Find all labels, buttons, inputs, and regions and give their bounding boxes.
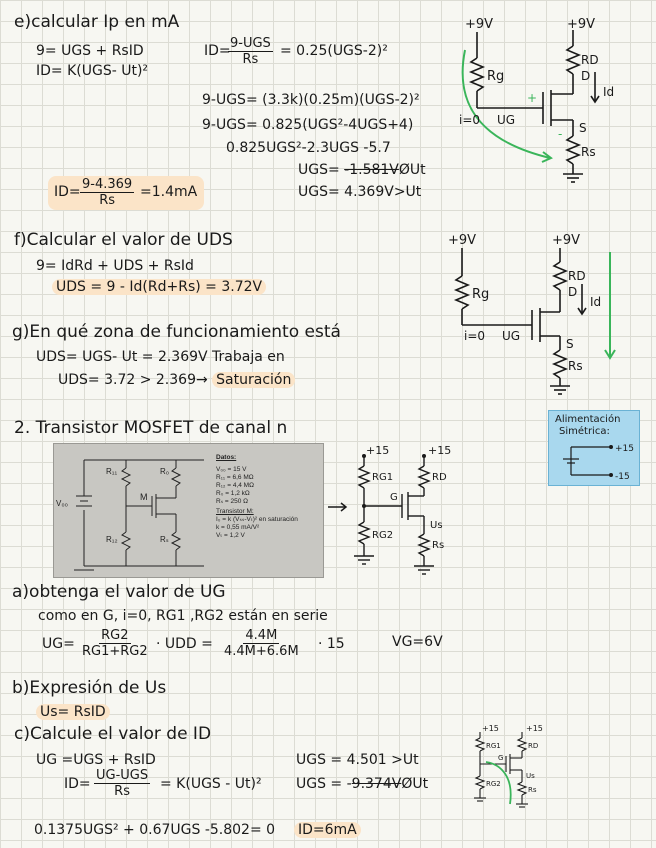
eq-res-rhs: =1.4mA — [140, 184, 198, 200]
label-rg: Rg — [472, 287, 490, 302]
highlight-us: Us= RsID — [36, 704, 110, 720]
photo-line-0: V₀₀ = 15 V — [216, 466, 247, 473]
eq-id-lhs: ID= — [204, 43, 231, 59]
label-plus-9v: +9V — [465, 17, 494, 32]
eq-c-r2-strike: 9.374V — [351, 776, 402, 792]
fraction-den: 4.4M+6.6M — [224, 644, 299, 659]
label-rs: Rs — [528, 786, 537, 794]
photo-rd: R₀ — [160, 467, 170, 476]
highlight-id-6ma: ID=6mA — [294, 822, 361, 838]
label-rg2: RG2 — [372, 530, 394, 541]
fraction-num: RG2 — [101, 628, 129, 643]
circuit-diagram-2 — [440, 230, 630, 400]
eq-g-2-pre: UDS= 3.72 > 2.369→ — [58, 372, 208, 388]
label-rd: RD — [568, 269, 586, 283]
photo-t2: k = 0,55 mA/V² — [216, 524, 260, 531]
label-us: Us — [526, 772, 535, 780]
photo-rs: Rₛ — [160, 535, 169, 544]
eq-c-r2-post: ØUt — [401, 776, 429, 792]
eq-e-1: 9= UGS + RsID — [36, 43, 144, 59]
label-i0: i=0 — [459, 113, 481, 127]
label-ug: UG — [497, 113, 516, 127]
fraction-values — [222, 628, 301, 659]
label-rd: RD — [581, 53, 599, 67]
circuit-diagram-3 — [350, 444, 460, 580]
eq-b-1 — [36, 704, 110, 721]
section-b-title: b)Expresión de Us — [12, 678, 167, 698]
label-d: D — [568, 285, 578, 299]
eq-c-r2 — [296, 776, 428, 793]
section-f-title: f)Calcular el valor de UDS — [14, 230, 233, 250]
photo-vdd: V₀₀ — [56, 499, 68, 508]
label-plus-9v: +9V — [448, 233, 477, 248]
label-plus-9v-2: +9V — [567, 17, 596, 32]
label-d: D — [581, 69, 591, 83]
eq-f-2 — [52, 279, 266, 296]
label-ug: UG — [502, 329, 521, 343]
label-plus-15-2: +15 — [526, 724, 543, 733]
fraction-num: 4.4M — [245, 628, 278, 643]
photo-line-1: R₁₁ = 6,6 MΩ — [216, 474, 254, 481]
label-plus-15: +15 — [482, 724, 499, 733]
eq-c-1: UG =UGS + RsID — [36, 752, 156, 768]
eq-c-rhs: = K(UGS - Ut)² — [160, 776, 262, 792]
photo-datos-title: Datos: — [216, 454, 237, 461]
label-s: S — [579, 121, 587, 135]
label-rg: Rg — [487, 69, 505, 84]
section-c-title: c)Calcule el valor de ID — [14, 724, 212, 744]
eq-c-3: 0.1375UGS² + 0.67UGS -5.802= 0 — [34, 822, 276, 838]
photo-rg2: R₁₂ — [106, 535, 118, 544]
photo-circuit — [54, 444, 214, 577]
label-rg1: RG1 — [486, 742, 501, 750]
eq-e-7: UGS= 4.369V>Ut — [298, 184, 422, 200]
section-e-title: e)calcular Ip en mA — [14, 12, 180, 32]
label-g: G — [498, 754, 504, 762]
eq-g-1: UDS= UGS- Ut = 2.369V Trabaja en — [36, 349, 285, 365]
fraction-id — [228, 36, 273, 67]
label-rg2: RG2 — [486, 780, 501, 788]
fraction-res — [80, 177, 134, 208]
eq-a-1: como en G, i=0, RG1 ,RG2 están en serie — [38, 608, 328, 624]
eq-e-6 — [298, 162, 426, 179]
eq-e-5: 0.825UGS²-2.3UGS -5.7 — [226, 140, 391, 156]
label-rd: RD — [432, 472, 447, 483]
note-line-1: Alimentación — [555, 414, 621, 425]
section-a-title: a)obtenga el valor de UG — [12, 582, 226, 602]
note-minus-15: -15 — [615, 472, 630, 482]
photo-line-4: Rₛ = 250 Ω — [216, 498, 249, 505]
fraction-den: Rs — [242, 52, 259, 67]
textbook-photo — [53, 443, 324, 578]
eq-f-1: 9= IdRd + UDS + RsId — [36, 258, 194, 274]
photo-m: M — [140, 492, 148, 502]
photo-line-2: R₁₂ = 4,4 MΩ — [216, 482, 254, 489]
eq-c-result — [294, 822, 361, 839]
eq-e-6-post: ØUt — [398, 162, 426, 178]
label-i0: i=0 — [464, 329, 486, 343]
fraction-den: RG1+RG2 — [82, 644, 148, 659]
fraction-den: Rs — [114, 784, 130, 799]
eq-id-rhs: = 0.25(UGS-2)² — [280, 43, 388, 59]
label-plus-15-2: +15 — [428, 444, 452, 457]
highlight-uds: UDS = 9 - Id(Rd+Rs) = 3.72V — [52, 279, 266, 295]
eq-g-2 — [58, 372, 295, 389]
eq-a-mid: · UDD = — [156, 636, 213, 652]
photo-transistor: Transistor M: — [216, 508, 254, 515]
circuit-diagram-4 — [470, 724, 550, 820]
photo-line-3: R₀ = 1,2 kΩ — [216, 490, 250, 497]
eq-e-3: 9-UGS= (3.3k)(0.25m)(UGS-2)² — [202, 92, 420, 108]
eq-c-id: ID= — [64, 776, 91, 792]
fraction-rg — [80, 628, 150, 659]
note-line-2: Simétrica: — [559, 426, 610, 437]
battery-symbol — [549, 411, 641, 487]
section-g-title: g)En qué zona de funcionamiento está — [12, 322, 341, 342]
arrow-right-icon — [326, 500, 350, 514]
note-symmetric-supply — [548, 410, 640, 486]
note-plus-15: +15 — [615, 444, 634, 454]
eq-e-4: 9-UGS= 0.825(UGS²-4UGS+4) — [202, 117, 414, 133]
label-rs: Rs — [432, 540, 445, 551]
label-id: Id — [603, 85, 615, 99]
label-plus-15: +15 — [366, 444, 390, 457]
label-rs: Rs — [568, 359, 583, 373]
label-g: G — [390, 492, 398, 503]
eq-a-result: VG=6V — [392, 634, 443, 650]
label-rd: RD — [528, 742, 539, 750]
circuit-diagram-1 — [455, 10, 645, 190]
label-rs: Rs — [581, 145, 596, 159]
highlight-saturacion: Saturación — [212, 372, 295, 388]
fraction-num: 9-4.369 — [82, 177, 133, 192]
fraction-den: Rs — [99, 193, 115, 208]
label-plus-9v-2: +9V — [552, 233, 581, 248]
label-id: Id — [590, 295, 602, 309]
eq-e-6-pre: UGS= — [298, 162, 340, 178]
label-us: Us — [430, 520, 443, 531]
photo-t3: Vₜ = 1,2 V — [216, 532, 245, 539]
eq-e-2: ID= K(UGS- Ut)² — [36, 63, 149, 79]
photo-rg1: R₁₁ — [106, 467, 118, 476]
svg-text:-: - — [558, 127, 563, 141]
eq-c-r1: UGS = 4.501 >Ut — [296, 752, 419, 768]
label-s: S — [566, 337, 574, 351]
eq-e-6-strike: -1.581V — [344, 162, 399, 178]
fraction-c — [94, 768, 150, 799]
photo-t1: I₀ = k (Vₛₛ-Vₜ)² en saturación — [216, 516, 298, 523]
eq-c-r2-pre: UGS = - — [296, 776, 352, 792]
eq-res-lhs: ID= — [54, 184, 81, 200]
eq-a-ug: UG= — [42, 636, 75, 652]
svg-text:+: + — [527, 91, 538, 105]
label-rg1: RG1 — [372, 472, 394, 483]
section-2-title: 2. Transistor MOSFET de canal n — [14, 418, 288, 438]
eq-a-tail: · 15 — [318, 636, 345, 652]
fraction-num: 9-UGS — [230, 36, 271, 51]
fraction-num: UG-UGS — [96, 768, 149, 783]
